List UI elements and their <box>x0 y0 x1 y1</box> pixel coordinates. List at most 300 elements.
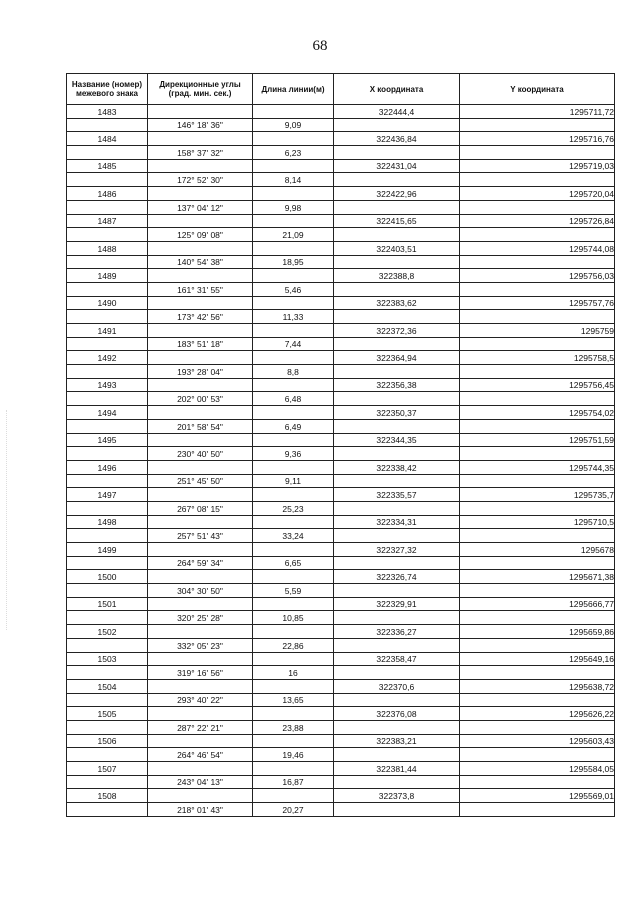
empty-cell <box>253 132 334 146</box>
point-name: 1484 <box>67 132 148 146</box>
empty-cell <box>67 337 148 351</box>
point-row <box>67 105 615 119</box>
y-coordinate: 1295758,5 <box>460 351 615 365</box>
empty-cell <box>334 611 460 625</box>
directional-angle: 146° 18' 36" <box>148 118 253 132</box>
directional-angle: 140° 54' 38" <box>148 255 253 269</box>
y-coordinate: 1295659,86 <box>460 625 615 639</box>
page-number: 68 <box>312 38 328 54</box>
margin-scan-marks <box>6 410 11 630</box>
empty-cell <box>253 488 334 502</box>
empty-cell <box>460 173 615 187</box>
directional-angle: 202° 00' 53" <box>148 392 253 406</box>
empty-cell <box>253 570 334 584</box>
y-coordinate: 1295711,72 <box>460 105 615 119</box>
empty-cell <box>67 748 148 762</box>
y-coordinate: 1295584,05 <box>460 762 615 776</box>
header-name: Название (номер) межевого знака <box>67 74 148 105</box>
empty-cell <box>460 392 615 406</box>
point-row <box>67 324 615 338</box>
point-row <box>67 159 615 173</box>
empty-cell <box>253 543 334 557</box>
line-row <box>67 474 615 488</box>
y-coordinate: 1295726,84 <box>460 214 615 228</box>
empty-cell <box>460 529 615 543</box>
empty-cell <box>67 200 148 214</box>
x-coordinate: 322383,21 <box>334 734 460 748</box>
x-coordinate: 322444,4 <box>334 105 460 119</box>
empty-cell <box>148 789 253 803</box>
empty-cell <box>67 228 148 242</box>
directional-angle: 319° 16' 56" <box>148 666 253 680</box>
empty-cell <box>460 365 615 379</box>
empty-cell <box>148 679 253 693</box>
empty-cell <box>253 351 334 365</box>
empty-cell <box>334 228 460 242</box>
x-coordinate: 322356,38 <box>334 378 460 392</box>
y-coordinate: 1295759 <box>460 324 615 338</box>
line-row <box>67 310 615 324</box>
empty-cell <box>460 720 615 734</box>
empty-cell <box>460 282 615 296</box>
line-row <box>67 173 615 187</box>
empty-cell <box>67 392 148 406</box>
empty-cell <box>148 488 253 502</box>
point-name: 1506 <box>67 734 148 748</box>
empty-cell <box>253 324 334 338</box>
line-length: 18,95 <box>253 255 334 269</box>
x-coordinate: 322373,8 <box>334 789 460 803</box>
directional-angle: 257° 51' 43" <box>148 529 253 543</box>
directional-angle: 201° 58' 54" <box>148 419 253 433</box>
empty-cell <box>67 775 148 789</box>
empty-cell <box>334 447 460 461</box>
directional-angle: 320° 25' 28" <box>148 611 253 625</box>
empty-cell <box>253 707 334 721</box>
y-coordinate: 1295666,77 <box>460 597 615 611</box>
point-name: 1500 <box>67 570 148 584</box>
empty-cell <box>148 378 253 392</box>
empty-cell <box>334 146 460 160</box>
point-row <box>67 597 615 611</box>
line-length: 8,8 <box>253 365 334 379</box>
empty-cell <box>334 173 460 187</box>
empty-cell <box>67 118 148 132</box>
empty-cell <box>334 693 460 707</box>
line-row <box>67 337 615 351</box>
directional-angle: 251° 45' 50" <box>148 474 253 488</box>
point-row <box>67 351 615 365</box>
y-coordinate: 1295756,45 <box>460 378 615 392</box>
line-row <box>67 365 615 379</box>
empty-cell <box>334 803 460 817</box>
point-row <box>67 132 615 146</box>
line-row <box>67 146 615 160</box>
empty-cell <box>67 447 148 461</box>
y-coordinate: 1295744,35 <box>460 460 615 474</box>
point-name: 1505 <box>67 707 148 721</box>
point-name: 1508 <box>67 789 148 803</box>
point-row <box>67 460 615 474</box>
empty-cell <box>253 433 334 447</box>
empty-cell <box>67 611 148 625</box>
empty-cell <box>148 132 253 146</box>
line-length: 8,14 <box>253 173 334 187</box>
line-length: 5,59 <box>253 584 334 598</box>
x-coordinate: 322370,6 <box>334 679 460 693</box>
empty-cell <box>67 255 148 269</box>
empty-cell <box>334 337 460 351</box>
y-coordinate: 1295671,38 <box>460 570 615 584</box>
empty-cell <box>334 419 460 433</box>
point-row <box>67 762 615 776</box>
empty-cell <box>253 296 334 310</box>
line-length: 7,44 <box>253 337 334 351</box>
empty-cell <box>253 762 334 776</box>
line-length: 25,23 <box>253 501 334 515</box>
empty-cell <box>253 159 334 173</box>
point-name: 1491 <box>67 324 148 338</box>
empty-cell <box>67 556 148 570</box>
empty-cell <box>334 638 460 652</box>
empty-cell <box>253 652 334 666</box>
empty-cell <box>253 597 334 611</box>
empty-cell <box>460 419 615 433</box>
y-coordinate: 1295710,5 <box>460 515 615 529</box>
empty-cell <box>334 529 460 543</box>
x-coordinate: 322344,35 <box>334 433 460 447</box>
header-y: Y координата <box>460 74 615 105</box>
y-coordinate: 1295719,03 <box>460 159 615 173</box>
point-name: 1503 <box>67 652 148 666</box>
x-coordinate: 322403,51 <box>334 241 460 255</box>
empty-cell <box>253 515 334 529</box>
y-coordinate: 1295678 <box>460 543 615 557</box>
empty-cell <box>460 146 615 160</box>
empty-cell <box>67 474 148 488</box>
line-row <box>67 501 615 515</box>
empty-cell <box>334 282 460 296</box>
line-row <box>67 693 615 707</box>
empty-cell <box>253 406 334 420</box>
empty-cell <box>460 118 615 132</box>
x-coordinate: 322334,31 <box>334 515 460 529</box>
line-length: 13,65 <box>253 693 334 707</box>
point-row <box>67 707 615 721</box>
empty-cell <box>148 625 253 639</box>
empty-cell <box>460 638 615 652</box>
empty-cell <box>67 720 148 734</box>
directional-angle: 137° 04' 12" <box>148 200 253 214</box>
empty-cell <box>67 803 148 817</box>
empty-cell <box>148 214 253 228</box>
line-length: 16,87 <box>253 775 334 789</box>
empty-cell <box>67 501 148 515</box>
line-length: 9,36 <box>253 447 334 461</box>
empty-cell <box>253 734 334 748</box>
empty-cell <box>67 419 148 433</box>
line-row <box>67 720 615 734</box>
y-coordinate: 1295735,7 <box>460 488 615 502</box>
point-row <box>67 625 615 639</box>
line-row <box>67 611 615 625</box>
point-name: 1497 <box>67 488 148 502</box>
empty-cell <box>148 406 253 420</box>
x-coordinate: 322335,57 <box>334 488 460 502</box>
point-name: 1498 <box>67 515 148 529</box>
line-row <box>67 638 615 652</box>
directional-angle: 172° 52' 30" <box>148 173 253 187</box>
empty-cell <box>334 392 460 406</box>
y-coordinate: 1295754,02 <box>460 406 615 420</box>
line-length: 16 <box>253 666 334 680</box>
empty-cell <box>334 255 460 269</box>
line-length: 6,49 <box>253 419 334 433</box>
directional-angle: 287° 22' 21" <box>148 720 253 734</box>
x-coordinate: 322329,91 <box>334 597 460 611</box>
header-length: Длина линии(м) <box>253 74 334 105</box>
directional-angle: 243° 04' 13" <box>148 775 253 789</box>
empty-cell <box>334 666 460 680</box>
empty-cell <box>460 748 615 762</box>
line-length: 5,46 <box>253 282 334 296</box>
x-coordinate: 322383,62 <box>334 296 460 310</box>
empty-cell <box>67 365 148 379</box>
line-length: 33,24 <box>253 529 334 543</box>
x-coordinate: 322326,74 <box>334 570 460 584</box>
line-row <box>67 118 615 132</box>
point-row <box>67 378 615 392</box>
empty-cell <box>148 187 253 201</box>
empty-cell <box>460 200 615 214</box>
line-row <box>67 419 615 433</box>
x-coordinate: 322364,94 <box>334 351 460 365</box>
empty-cell <box>460 228 615 242</box>
line-length: 9,09 <box>253 118 334 132</box>
empty-cell <box>148 652 253 666</box>
y-coordinate: 1295649,16 <box>460 652 615 666</box>
empty-cell <box>148 351 253 365</box>
line-length: 11,33 <box>253 310 334 324</box>
x-coordinate: 322376,08 <box>334 707 460 721</box>
point-name: 1493 <box>67 378 148 392</box>
x-coordinate: 322381,44 <box>334 762 460 776</box>
point-name: 1495 <box>67 433 148 447</box>
empty-cell <box>253 241 334 255</box>
empty-cell <box>253 269 334 283</box>
point-row <box>67 543 615 557</box>
x-coordinate: 322336,27 <box>334 625 460 639</box>
line-row <box>67 447 615 461</box>
empty-cell <box>67 666 148 680</box>
empty-cell <box>148 515 253 529</box>
empty-cell <box>148 543 253 557</box>
line-row <box>67 282 615 296</box>
point-name: 1488 <box>67 241 148 255</box>
point-row <box>67 570 615 584</box>
empty-cell <box>148 105 253 119</box>
empty-cell <box>253 625 334 639</box>
empty-cell <box>460 775 615 789</box>
x-coordinate: 322358,47 <box>334 652 460 666</box>
empty-cell <box>334 501 460 515</box>
empty-cell <box>460 255 615 269</box>
empty-cell <box>148 597 253 611</box>
empty-cell <box>460 666 615 680</box>
point-name: 1487 <box>67 214 148 228</box>
point-name: 1504 <box>67 679 148 693</box>
line-length: 19,46 <box>253 748 334 762</box>
line-length: 21,09 <box>253 228 334 242</box>
point-row <box>67 488 615 502</box>
y-coordinate: 1295757,76 <box>460 296 615 310</box>
empty-cell <box>67 173 148 187</box>
point-row <box>67 515 615 529</box>
directional-angle: 125° 09' 08" <box>148 228 253 242</box>
empty-cell <box>148 762 253 776</box>
empty-cell <box>253 789 334 803</box>
line-row <box>67 529 615 543</box>
line-length: 9,98 <box>253 200 334 214</box>
line-row <box>67 200 615 214</box>
header-x: X координата <box>334 74 460 105</box>
line-length: 20,27 <box>253 803 334 817</box>
x-coordinate: 322327,32 <box>334 543 460 557</box>
directional-angle: 173° 42' 56" <box>148 310 253 324</box>
x-coordinate: 322350,37 <box>334 406 460 420</box>
point-row <box>67 406 615 420</box>
empty-cell <box>334 474 460 488</box>
x-coordinate: 322431,04 <box>334 159 460 173</box>
point-name: 1499 <box>67 543 148 557</box>
y-coordinate: 1295720,04 <box>460 187 615 201</box>
point-row <box>67 433 615 447</box>
y-coordinate: 1295751,59 <box>460 433 615 447</box>
empty-cell <box>460 447 615 461</box>
empty-cell <box>460 803 615 817</box>
point-name: 1507 <box>67 762 148 776</box>
point-name: 1492 <box>67 351 148 365</box>
line-row <box>67 228 615 242</box>
directional-angle: 304° 30' 50" <box>148 584 253 598</box>
x-coordinate: 322338,42 <box>334 460 460 474</box>
empty-cell <box>334 775 460 789</box>
empty-cell <box>148 734 253 748</box>
y-coordinate: 1295603,43 <box>460 734 615 748</box>
line-row <box>67 803 615 817</box>
directional-angle: 293° 40' 22" <box>148 693 253 707</box>
empty-cell <box>148 159 253 173</box>
empty-cell <box>67 638 148 652</box>
point-name: 1489 <box>67 269 148 283</box>
empty-cell <box>253 460 334 474</box>
empty-cell <box>334 748 460 762</box>
empty-cell <box>460 584 615 598</box>
boundary-coordinates-table <box>66 73 615 817</box>
empty-cell <box>334 720 460 734</box>
empty-cell <box>148 241 253 255</box>
y-coordinate: 1295716,76 <box>460 132 615 146</box>
empty-cell <box>334 200 460 214</box>
directional-angle: 218° 01' 43" <box>148 803 253 817</box>
line-length: 10,85 <box>253 611 334 625</box>
empty-cell <box>148 707 253 721</box>
empty-cell <box>148 460 253 474</box>
table-body <box>67 105 615 817</box>
empty-cell <box>253 679 334 693</box>
table-header-row <box>67 74 615 105</box>
point-name: 1496 <box>67 460 148 474</box>
empty-cell <box>148 433 253 447</box>
line-row <box>67 775 615 789</box>
empty-cell <box>67 693 148 707</box>
x-coordinate: 322415,65 <box>334 214 460 228</box>
y-coordinate: 1295756,03 <box>460 269 615 283</box>
empty-cell <box>460 556 615 570</box>
directional-angle: 161° 31' 55" <box>148 282 253 296</box>
x-coordinate: 322372,36 <box>334 324 460 338</box>
line-row <box>67 255 615 269</box>
y-coordinate: 1295744,08 <box>460 241 615 255</box>
point-row <box>67 187 615 201</box>
point-row <box>67 269 615 283</box>
line-length: 6,65 <box>253 556 334 570</box>
empty-cell <box>253 187 334 201</box>
empty-cell <box>253 105 334 119</box>
empty-cell <box>67 310 148 324</box>
empty-cell <box>253 378 334 392</box>
empty-cell <box>67 282 148 296</box>
empty-cell <box>253 214 334 228</box>
point-row <box>67 789 615 803</box>
line-row <box>67 392 615 406</box>
x-coordinate: 322422,96 <box>334 187 460 201</box>
empty-cell <box>67 584 148 598</box>
directional-angle: 264° 59' 34" <box>148 556 253 570</box>
empty-cell <box>148 324 253 338</box>
empty-cell <box>148 296 253 310</box>
point-name: 1494 <box>67 406 148 420</box>
point-name: 1502 <box>67 625 148 639</box>
empty-cell <box>334 556 460 570</box>
line-length: 6,23 <box>253 146 334 160</box>
point-row <box>67 652 615 666</box>
empty-cell <box>460 611 615 625</box>
empty-cell <box>148 570 253 584</box>
empty-cell <box>67 529 148 543</box>
y-coordinate: 1295638,72 <box>460 679 615 693</box>
point-row <box>67 241 615 255</box>
empty-cell <box>460 501 615 515</box>
directional-angle: 183° 51' 18" <box>148 337 253 351</box>
empty-cell <box>460 693 615 707</box>
empty-cell <box>334 584 460 598</box>
line-length: 22,86 <box>253 638 334 652</box>
empty-cell <box>334 118 460 132</box>
empty-cell <box>334 365 460 379</box>
point-name: 1501 <box>67 597 148 611</box>
line-row <box>67 666 615 680</box>
directional-angle: 158° 37' 32" <box>148 146 253 160</box>
line-row <box>67 556 615 570</box>
empty-cell <box>460 474 615 488</box>
directional-angle: 264° 46' 54" <box>148 748 253 762</box>
directional-angle: 332° 05' 23" <box>148 638 253 652</box>
y-coordinate: 1295569,01 <box>460 789 615 803</box>
line-row <box>67 584 615 598</box>
point-name: 1483 <box>67 105 148 119</box>
point-row <box>67 734 615 748</box>
